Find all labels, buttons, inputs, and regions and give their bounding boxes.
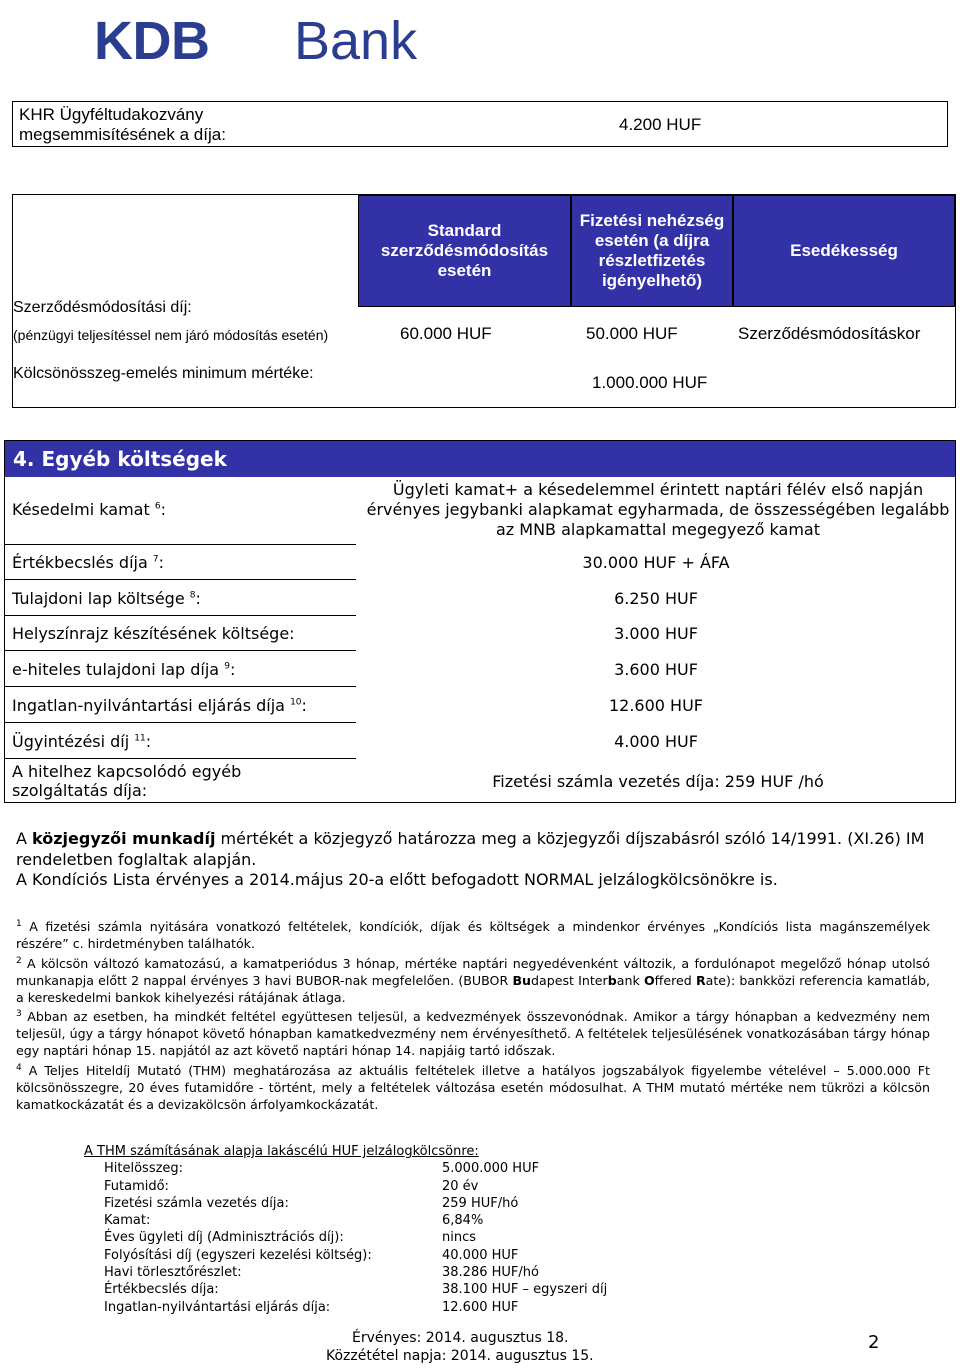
thm-row: Hitelösszeg: 5.000.000 HUF <box>104 1161 540 1177</box>
row-divider <box>4 544 356 545</box>
row-divider <box>4 758 356 759</box>
row-land-registry-value: 6.250 HUF <box>614 589 698 608</box>
thm-row: Fizetési számla vezetés díja: 259 HUF/hó <box>104 1195 519 1211</box>
row-late-interest-value: Ügyleti kamat+ a késedelemmel érintett naptári félév első napján érvényes jegybanki alapkamat egyharmada, de összességében legalább az MNB alapkamattal megegyező kamat <box>366 480 950 539</box>
row-registry-procedure-value: 12.600 HUF <box>608 696 703 715</box>
row-divider <box>4 722 356 723</box>
khr-label: KHR Ügyféltudakozvány megsemmisítésének a díja: <box>19 105 226 144</box>
footnote-1: $^1$ A fizetési számla nyitására vonatkozó feltételek, kondíciók, díjak és költségek a mindenkor érvényes „Kondíciós lista magánszemélyek részére” c. hirdetményben találhatók. <box>16 919 930 951</box>
thm-basis <box>86 1143 646 1316</box>
row-site-plan-label: Helyszínrajz készítésének költsége: <box>12 624 295 643</box>
fee-standard-value: 60.000 HUF <box>400 324 492 343</box>
logo-bank: Bank <box>294 11 418 71</box>
mod-fee-note: (pénzügyi teljesítéssel nem járó módosítás esetén) <box>13 327 329 343</box>
row-late-interest-label: Késedelmi kamat $^6$: <box>12 500 166 519</box>
thm-row: Ingatlan-nyilvántartási eljárás díja: 12.600 HUF <box>104 1299 519 1315</box>
row-land-registry-label: Tulajdoni lap költsége $^8$: <box>12 589 201 608</box>
row-other-services-value: Fizetési számla vezetés díja: 259 HUF /hó <box>492 772 824 791</box>
row-handling-fee-label: Ügyintézési díj $^{11}$: <box>12 732 152 751</box>
row-divider <box>4 650 356 651</box>
khr-value: 4.200 HUF <box>619 115 702 134</box>
fee-due-value: Szerződésmódosításkor <box>738 324 921 343</box>
footer-published-date: Közzététel napja: 2014. augusztus 15. <box>326 1348 594 1364</box>
thm-row: Havi törlesztőrészlet: 38.286 HUF/hó <box>104 1265 539 1281</box>
notary-paragraph: A közjegyzői munkadíj mértékét a közjegyző határozza meg a közjegyzői díjszabásról szóló 14/1991. (XI.26) IM rendeletben foglaltak alapján. A Kondíciós Lista érvényes a 2014.május 20-a előtt befogadott NORMAL jelzálogkölcsönökre is. <box>16 829 925 889</box>
row-divider <box>4 686 356 687</box>
page-number: 2 <box>868 1332 880 1353</box>
row-handling-fee-value: 4.000 HUF <box>614 732 698 751</box>
thm-row: Folyósítási díj (egyszeri kezelési költség): 40.000 HUF <box>104 1247 519 1263</box>
footer-valid-date: Érvényes: 2014. augusztus 18. <box>352 1330 569 1346</box>
thm-row: Futamidő: 20 év <box>104 1178 479 1194</box>
thm-row: Kamat: 6,84% <box>104 1213 484 1229</box>
increase-value: 1.000.000 HUF <box>592 373 708 392</box>
thm-row: Értékbecslés díja: 38.100 HUF – egyszeri díj <box>104 1282 608 1298</box>
thm-row: Éves ügyleti díj (Adminisztrációs díj): nincs <box>104 1230 477 1246</box>
row-e-land-sheet-label: e-hiteles tulajdoni lap díja $^9$: <box>12 660 236 679</box>
header-due: Esedékesség <box>733 195 955 307</box>
footnote-4: $^4$ A Teljes Hiteldíj Mutató (THM) meghatározása az aktuális feltételek illetve a hatályos jogszabályok figyelembe vételével – 5.000.000 Ft kölcsönösszegre, 20 éves futamidőre - történt, mely a feltételek változása esetén módosulhat. A THM mutató mértéke nem tükrözi a kölcsön kamatkockázatát és a devizakölcsön árfolyamkockázatát. <box>16 1062 930 1112</box>
section-4-title: 4. Egyéb költségek <box>13 447 227 471</box>
header-hardship: Fizetési nehézség esetén (a díjra részletfizetés igényelhető) <box>571 195 733 307</box>
footnote-2: $^2$ A kölcsön változó kamatozású, a kamatperiódus 3 hónap, mértéke naptári negyedévenként változik, a fordulónapot megelőző hónap utolsó munkanapja előtt 2 nappal érvényes 3 havi BUBOR-nak megfelelően. (BUBOR Budapest Interbank Offered Rate): bankközi referencia kamatláb, a kereskedelmi bankok kihelyezési rátájának átlaga. <box>16 955 930 1005</box>
footnotes <box>16 916 930 1114</box>
kdb-bank-logo <box>94 8 474 74</box>
thm-rows <box>104 1160 646 1316</box>
thm-title: A THM számításának alapja lakáscélú HUF jelzálogkölcsönre: <box>84 1144 479 1159</box>
logo-kdb: KDB <box>94 11 210 71</box>
increase-label: Kölcsönösszeg-emelés minimum mértéke: <box>13 365 314 382</box>
row-other-services-label: A hitelhez kapcsolódó egyéb szolgáltatás díja: <box>12 762 242 800</box>
khr-fee-box <box>12 101 948 147</box>
footnote-3: $^3$ Abban az esetben, ha mindkét feltétel együttesen teljesül, a kedvezmények összevonódnak. Amikor a tárgy hónapban a kedvezmény nem teljesül, úgy a tárgy hónapot követő hónapban kamatkedvezmény nem érvényesíthető. A feltételek teljesülésének vonatkozásában tárgy hónap egy naptári hónap 15. napjától az azt követő naptári hónap 14. napjáig tartó időszak. <box>16 1009 930 1059</box>
row-site-plan-value: 3.000 HUF <box>614 624 698 643</box>
header-standard: Standard szerződésmódosítás esetén <box>358 195 571 307</box>
row-divider <box>4 615 356 616</box>
section-4-header <box>5 441 955 477</box>
row-divider <box>4 579 356 580</box>
row-valuation-label: Értékbecslés díja $^7$: <box>12 553 164 572</box>
fee-hardship-value: 50.000 HUF <box>586 324 678 343</box>
row-valuation-value: 30.000 HUF + ÁFA <box>582 553 730 572</box>
mod-fee-label: Szerződésmódosítási díj: <box>13 299 192 316</box>
row-e-land-sheet-value: 3.600 HUF <box>614 660 698 679</box>
row-registry-procedure-label: Ingatlan-nyilvántartási eljárás díja $^{10}$: <box>12 696 307 715</box>
